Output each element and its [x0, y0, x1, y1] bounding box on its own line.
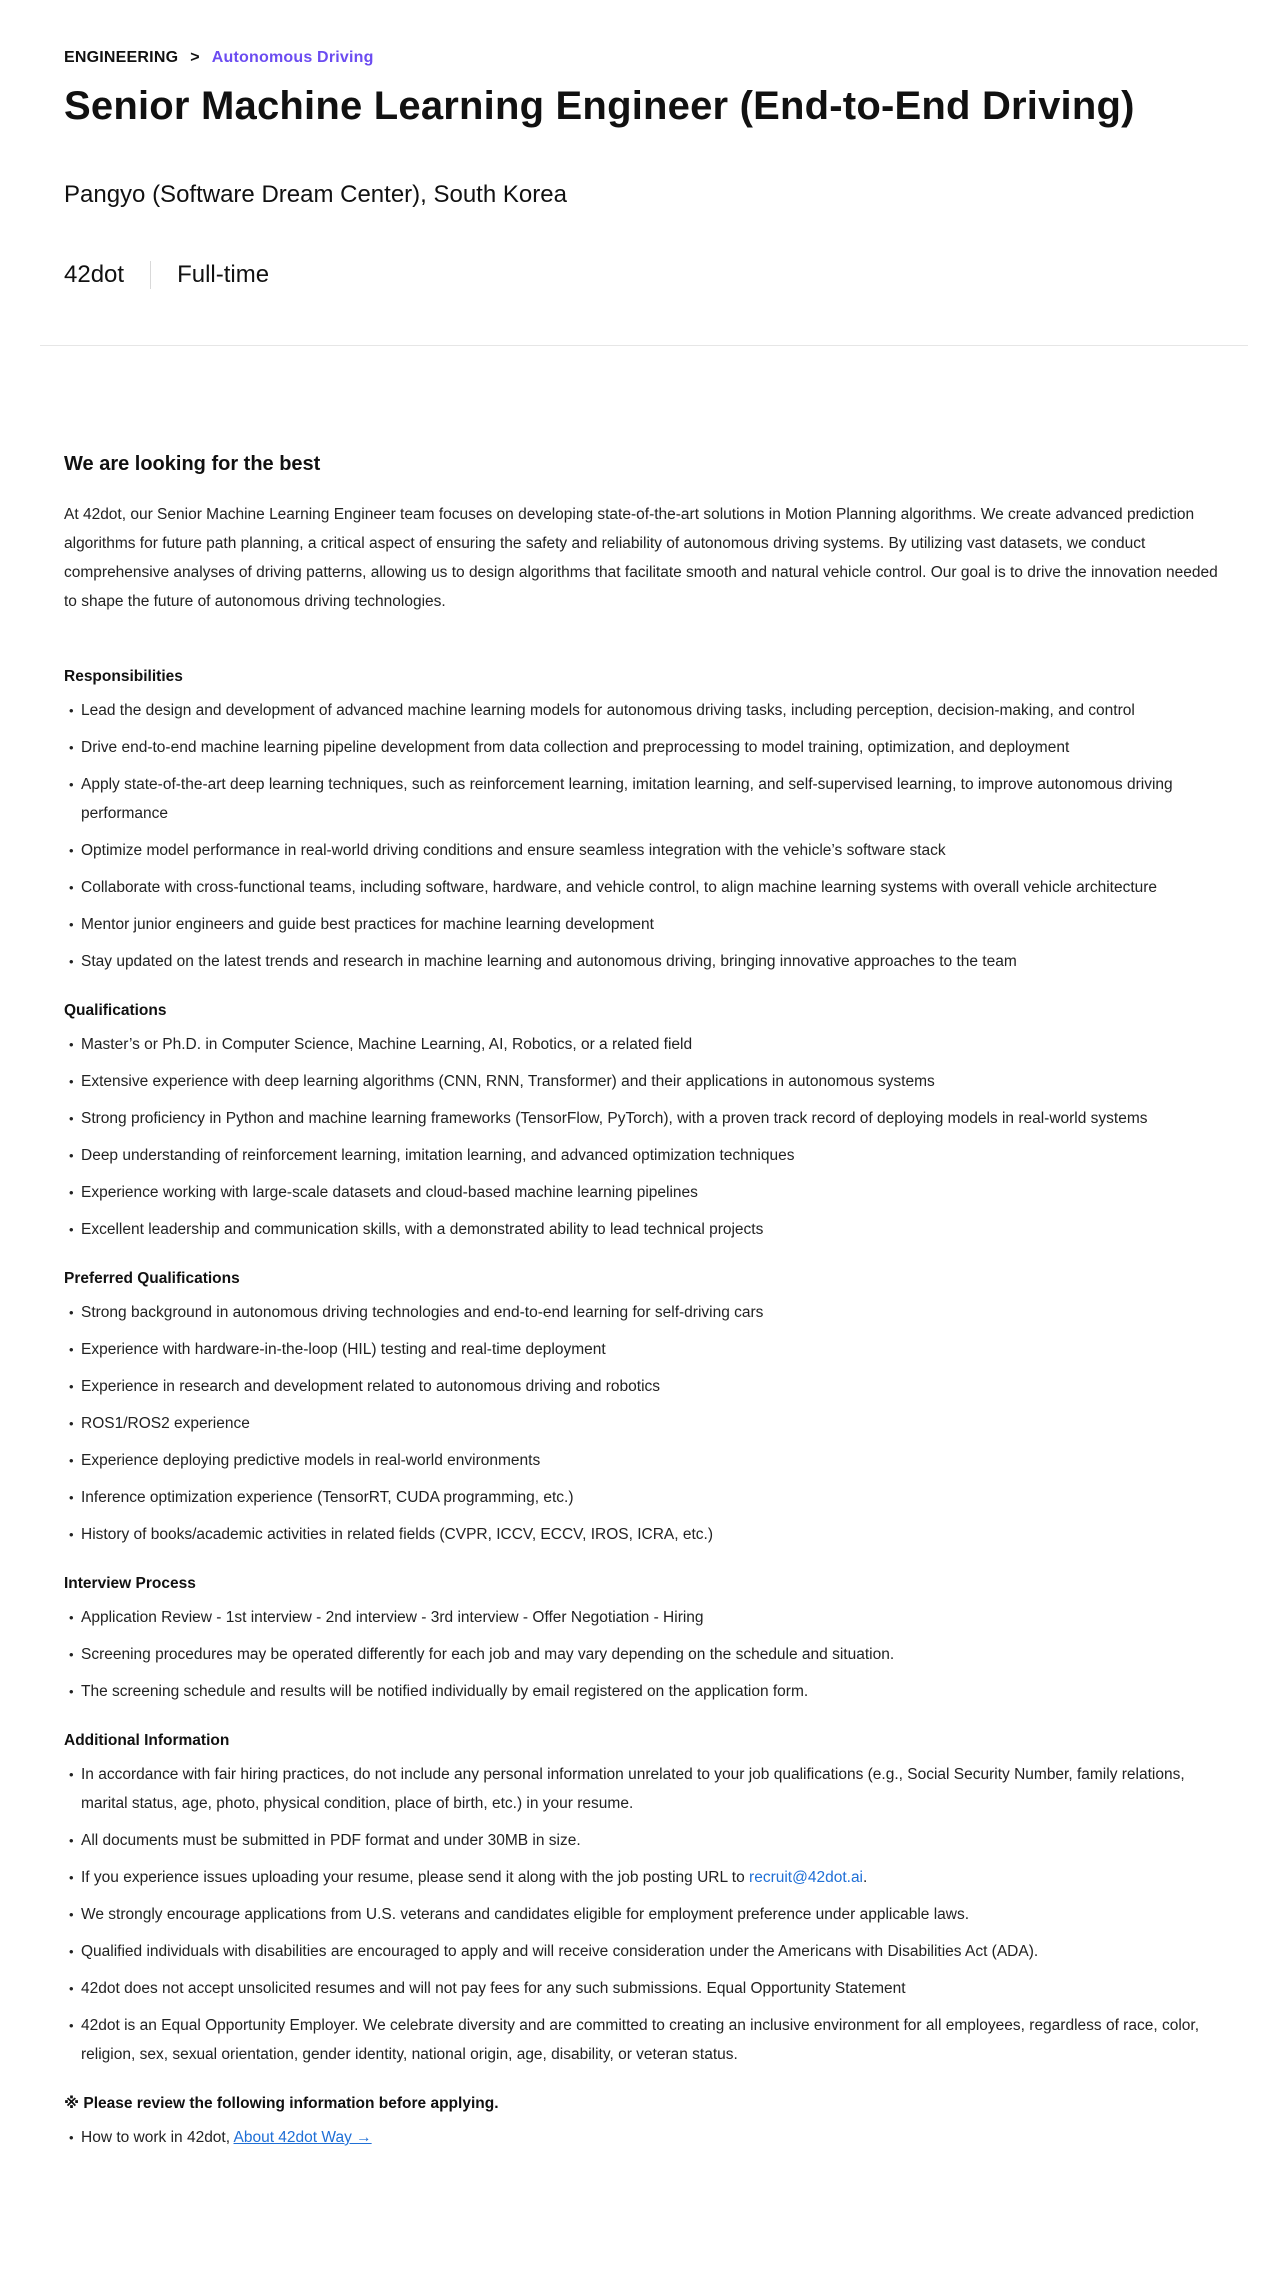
- list-item: • Experience with hardware-in-the-loop (HIL) testing and real-time deployment: [64, 1335, 1224, 1364]
- breadcrumb: [64, 49, 374, 67]
- list-item: • Optimize model performance in real-world driving conditions and ensure seamless integration with the vehicle’s software stack: [64, 836, 1224, 865]
- list-item: • Master’s or Ph.D. in Computer Science, Machine Learning, AI, Robotics, or a related field: [64, 1030, 1224, 1059]
- breadcrumb-department[interactable]: ENGINEERING: [64, 49, 179, 66]
- qualifications-title: Qualifications: [64, 1002, 167, 1019]
- additional-information-section: [64, 1728, 1224, 2069]
- list-item: • Drive end-to-end machine learning pipeline development from data collection and preprocessing to model training, optimization, and deployment: [64, 733, 1224, 762]
- additional-information-title: Additional Information: [64, 1732, 230, 1749]
- list-item: • History of books/academic activities in related fields (CVPR, ICCV, ECCV, IROS, ICRA, etc.): [64, 1520, 1224, 1549]
- list-item: • Mentor junior engineers and guide best practices for machine learning development: [64, 910, 1224, 939]
- list-item-way: [64, 2123, 1224, 2152]
- list-item: • All documents must be submitted in PDF format and under 30MB in size.: [64, 1826, 1224, 1855]
- list-item: • 42dot does not accept unsolicited resumes and will not pay fees for any such submissions. Equal Opportunity Statement: [64, 1974, 1224, 2003]
- preferred-qualifications-list: [64, 1298, 1224, 1549]
- list-item: • Deep understanding of reinforcement learning, imitation learning, and advanced optimization techniques: [64, 1141, 1224, 1170]
- list-item: • Extensive experience with deep learning algorithms (CNN, RNN, Transformer) and their applications in autonomous systems: [64, 1067, 1224, 1096]
- before-applying-list: [64, 2123, 1224, 2152]
- list-item: • Collaborate with cross-functional teams, including software, hardware, and vehicle control, to align machine learning systems with overall vehicle architecture: [64, 873, 1224, 902]
- email-suffix-text: .: [863, 1869, 868, 1886]
- list-item: • Stay updated on the latest trends and research in machine learning and autonomous driving, bringing innovative approaches to the team: [64, 947, 1224, 976]
- list-item: • ROS1/ROS2 experience: [64, 1409, 1224, 1438]
- meta-divider: [150, 261, 151, 289]
- intro-paragraph: At 42dot, our Senior Machine Learning Engineer team focuses on developing state-of-the-art solutions in Motion Planning algorithms. We create advanced prediction algorithms for future path planning, a critical aspect of ensuring the safety and reliability of autonomous driving systems. By utilizing vast datasets, we conduct comprehensive analyses of driving patterns, allowing us to design algorithms that facilitate smooth and natural vehicle control. Our goal is to drive the innovation needed to shape the future of autonomous driving technologies.: [64, 506, 1218, 610]
- about-42dot-way-link[interactable]: About 42dot Way →: [233, 2129, 372, 2146]
- way-prefix-text: How to work in 42dot,: [81, 2129, 234, 2146]
- employment-type: Full-time: [177, 261, 270, 288]
- responsibilities-section: [64, 664, 1224, 976]
- job-meta: [64, 258, 269, 292]
- intro-heading: We are looking for the best: [64, 453, 321, 475]
- responsibilities-title: Responsibilities: [64, 668, 183, 685]
- qualifications-section: [64, 998, 1224, 1244]
- breadcrumb-team-link[interactable]: Autonomous Driving: [211, 49, 374, 66]
- responsibilities-list: [64, 696, 1224, 976]
- job-location: Pangyo (Software Dream Center), South Korea: [64, 181, 567, 208]
- header-divider: [40, 345, 1248, 346]
- preferred-qualifications-section: [64, 1266, 1224, 1549]
- list-item: • The screening schedule and results will be notified individually by email registered on the application form.: [64, 1677, 1224, 1706]
- list-item: • In accordance with fair hiring practices, do not include any personal information unrelated to your job qualifications (e.g., Social Security Number, family relations, marital status, age, photo, physical condition, place of birth, etc.) in your resume.: [64, 1760, 1224, 1818]
- job-description: [64, 448, 1224, 2174]
- list-item: • We strongly encourage applications from U.S. veterans and candidates eligible for employment preference under applicable laws.: [64, 1900, 1224, 1929]
- interview-process-list: [64, 1603, 1224, 1706]
- interview-process-section: [64, 1571, 1224, 1706]
- list-item: • Qualified individuals with disabilities are encouraged to apply and will receive consideration under the Americans with Disabilities Act (ADA).: [64, 1937, 1224, 1966]
- company-name: 42dot: [64, 261, 125, 288]
- list-item: • Strong background in autonomous driving technologies and end-to-end learning for self-driving cars: [64, 1298, 1224, 1327]
- qualifications-list: [64, 1030, 1224, 1244]
- list-item: • Excellent leadership and communication skills, with a demonstrated ability to lead technical projects: [64, 1215, 1224, 1244]
- job-title: Senior Machine Learning Engineer (End-to-End Driving): [64, 84, 1135, 128]
- list-item: • Experience deploying predictive models in real-world environments: [64, 1446, 1224, 1475]
- breadcrumb-separator: >: [190, 49, 200, 66]
- email-prefix-text: If you experience issues uploading your resume, please send it along with the job posting URL to: [81, 1869, 750, 1886]
- list-item: • Strong proficiency in Python and machine learning frameworks (TensorFlow, PyTorch), with a proven track record of deploying models in real-world systems: [64, 1104, 1224, 1133]
- list-item: • 42dot is an Equal Opportunity Employer. We celebrate diversity and are committed to creating an inclusive environment for all employees, regardless of race, color, religion, sex, sexual orientation, gender identity, national origin, age, disability, or veteran status.: [64, 2011, 1224, 2069]
- list-item: • Experience in research and development related to autonomous driving and robotics: [64, 1372, 1224, 1401]
- additional-information-list: [64, 1760, 1224, 2069]
- list-item: • Experience working with large-scale datasets and cloud-based machine learning pipelines: [64, 1178, 1224, 1207]
- before-applying-title: ※ Please review the following information before applying.: [64, 2095, 499, 2112]
- interview-process-title: Interview Process: [64, 1575, 196, 1592]
- list-item: • Application Review - 1st interview - 2nd interview - 3rd interview - Offer Negotiation - Hiring: [64, 1603, 1224, 1632]
- list-item: • Lead the design and development of advanced machine learning models for autonomous driving tasks, including perception, decision-making, and control: [64, 696, 1224, 725]
- list-item: • Apply state-of-the-art deep learning techniques, such as reinforcement learning, imitation learning, and self-supervised learning, to improve autonomous driving performance: [64, 770, 1224, 828]
- list-item: • Inference optimization experience (TensorRT, CUDA programming, etc.): [64, 1483, 1224, 1512]
- preferred-qualifications-title: Preferred Qualifications: [64, 1270, 240, 1287]
- list-item: • Screening procedures may be operated differently for each job and may vary depending on the schedule and situation.: [64, 1640, 1224, 1669]
- recruit-email-link[interactable]: recruit@42dot.ai: [749, 1869, 864, 1886]
- before-applying-section: [64, 2091, 1224, 2152]
- list-item-email: [64, 1863, 1224, 1892]
